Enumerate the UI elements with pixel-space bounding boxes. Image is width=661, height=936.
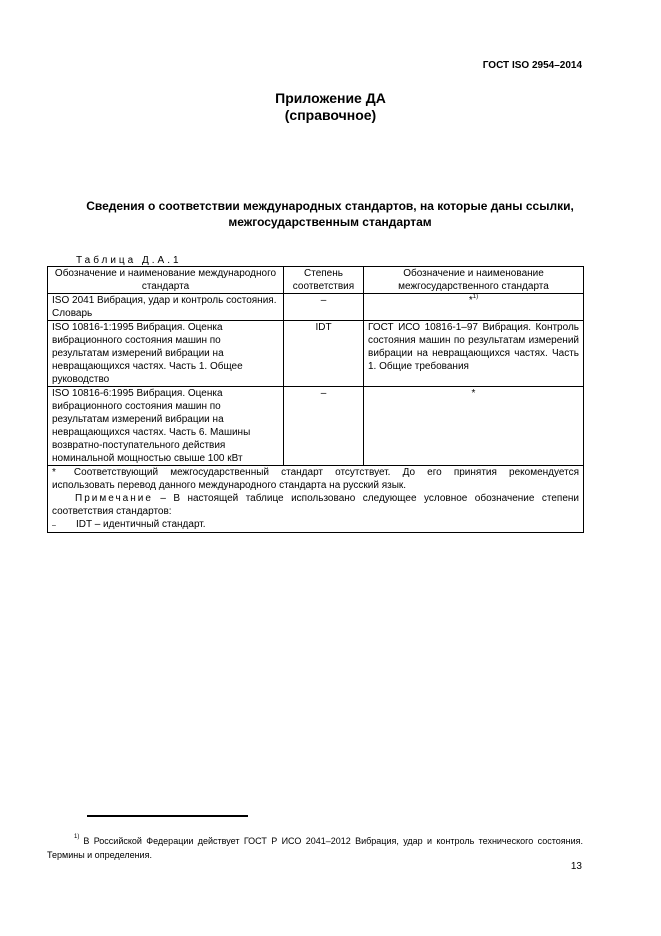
header-national-standard: Обозначение и наименование межгосударственного стандарта [364, 267, 584, 294]
note-text: – В настоящей таблице использовано следующее условное обозначение степени соответствия стандартов: [52, 493, 579, 517]
footnote-text: В Российской Федерации действует ГОСТ Р ИСО 2041–2012 Вибрация, удар и контроль технического состояния. Термины и определения. [47, 836, 583, 860]
cell-national-standard: * [364, 387, 584, 466]
star-note [52, 466, 579, 492]
note-list-item [52, 518, 579, 532]
star-mark: * [468, 295, 473, 306]
cell-national-standard [364, 294, 584, 321]
page-number: 13 [570, 861, 582, 872]
table-notes [48, 466, 584, 533]
list-item-text: IDT – идентичный стандарт. [76, 519, 206, 530]
cell-intl-standard: ISO 10816-6:1995 Вибрация. Оценка вибрационного состояния машин по результатам измерений вибрации на невращающихся частях. Часть 6. Машины возвратно-поступательного действия номинальной мощностью свыше 100 кВт [48, 387, 284, 466]
star-note-text: Соответствующий межгосударственный стандарт отсутствует. До его принятия рекомендуется использовать перевод данного международного стандарта на русский язык. [52, 467, 579, 491]
table-notes-row [48, 466, 584, 533]
header-intl-standard: Обозначение и наименование международного стандарта [48, 267, 284, 294]
cell-degree: – [284, 294, 364, 321]
appendix-heading [0, 90, 661, 124]
footnote-mark: 1) [74, 834, 80, 840]
note-label: Примечание [75, 493, 153, 504]
section-title: Сведения о соответствии международных стандартов, на которые даны ссылки, межгосударственным стандартам [86, 199, 574, 229]
table-header-row [48, 267, 584, 294]
footnote-ref: 1) [472, 294, 479, 300]
footnote [47, 834, 583, 862]
table-row [48, 321, 584, 387]
table-row [48, 294, 584, 321]
appendix-title: Приложение ДА [275, 90, 386, 106]
cell-degree: IDT [284, 321, 364, 387]
list-dash: – [52, 522, 56, 529]
cell-national-standard: ГОСТ ИСО 10816-1–97 Вибрация. Контроль состояния машин по результатам измерений вибрации на невращающихся частях. Часть 1. Общие требования [364, 321, 584, 387]
table-row [48, 387, 584, 466]
appendix-subtitle: (справочное) [284, 107, 377, 123]
cell-intl-standard: ISO 2041 Вибрация, удар и контроль состояния. Словарь [48, 294, 284, 321]
star-note-mark: * [52, 467, 56, 478]
note-paragraph [52, 492, 579, 518]
document-header-id: ГОСТ ISO 2954–2014 [482, 60, 582, 71]
cell-intl-standard: ISO 10816-1:1995 Вибрация. Оценка вибрационного состояния машин по результатам измерений вибрации на невращающихся частях. Часть 1. Общее руководство [48, 321, 284, 387]
footnote-separator [87, 815, 248, 817]
table-caption: Таблица Д.А.1 [76, 255, 182, 266]
header-degree: Степень соответствия [284, 267, 364, 294]
cell-degree: – [284, 387, 364, 466]
standards-table [47, 266, 584, 533]
